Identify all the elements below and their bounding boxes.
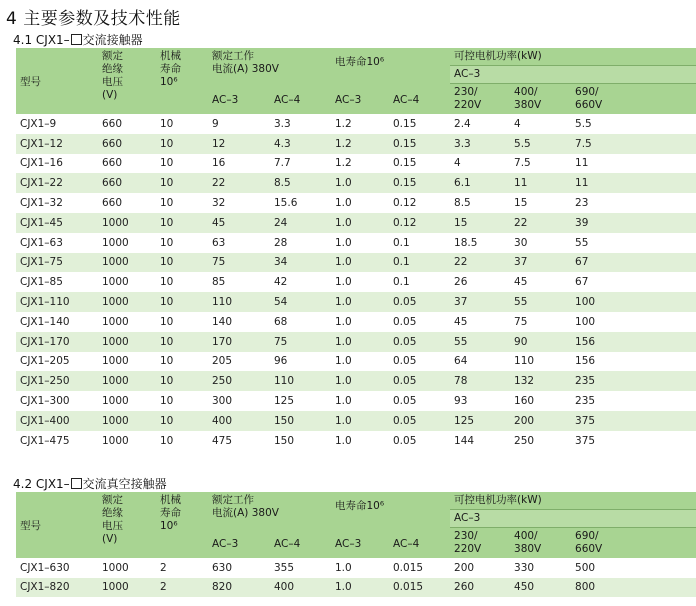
placeholder-box-icon: [71, 34, 82, 45]
value-cell: 78: [450, 371, 510, 391]
value-cell: 10: [156, 352, 208, 372]
vacuum-contactor-table: [16, 492, 696, 597]
value-cell: 200: [450, 558, 510, 578]
header-model: 型号: [16, 48, 98, 114]
model-cell: CJX1–22: [16, 173, 98, 193]
value-cell: 1000: [98, 431, 156, 451]
value-cell: 300: [208, 391, 270, 411]
value-cell: 2: [156, 558, 208, 578]
value-cell: 24: [270, 213, 331, 233]
value-cell: 67: [571, 253, 696, 273]
table-row: [16, 391, 696, 411]
value-cell: 235: [571, 391, 696, 411]
value-cell: 96: [270, 352, 331, 372]
value-cell: 140: [208, 312, 270, 332]
value-cell: 63: [208, 233, 270, 253]
header-power-400v: 400/ 380V: [510, 528, 571, 559]
value-cell: 7.5: [510, 154, 571, 174]
value-cell: 23: [571, 193, 696, 213]
value-cell: 1000: [98, 213, 156, 233]
table-row: [16, 114, 696, 134]
value-cell: 0.05: [389, 352, 450, 372]
model-cell: CJX1–630: [16, 558, 98, 578]
value-cell: 250: [208, 371, 270, 391]
section-title-prefix: 4.1 CJX1–: [13, 33, 70, 47]
table-row: [16, 154, 696, 174]
value-cell: 5.5: [571, 114, 696, 134]
section-title-ac-contactor: [13, 31, 143, 48]
value-cell: 28: [270, 233, 331, 253]
value-cell: 1.0: [331, 213, 389, 233]
table-row: [16, 173, 696, 193]
value-cell: 100: [571, 312, 696, 332]
header-rated-current: 额定工作 电流(A) 380V: [208, 492, 331, 528]
value-cell: 11: [510, 173, 571, 193]
table-row: [16, 213, 696, 233]
value-cell: 0.15: [389, 114, 450, 134]
value-cell: 8.5: [270, 173, 331, 193]
value-cell: 18.5: [450, 233, 510, 253]
value-cell: 400: [208, 411, 270, 431]
value-cell: 45: [450, 312, 510, 332]
value-cell: 500: [571, 558, 696, 578]
value-cell: 125: [270, 391, 331, 411]
value-cell: 630: [208, 558, 270, 578]
value-cell: 260: [450, 578, 510, 598]
value-cell: 10: [156, 431, 208, 451]
ac-contactor-table: [16, 48, 696, 451]
value-cell: 820: [208, 578, 270, 598]
model-cell: CJX1–140: [16, 312, 98, 332]
value-cell: 1.0: [331, 312, 389, 332]
value-cell: 110: [208, 292, 270, 312]
header-model: 型号: [16, 492, 98, 558]
value-cell: 9: [208, 114, 270, 134]
header-power-690v: 690/ 660V: [571, 528, 696, 559]
value-cell: 15: [510, 193, 571, 213]
value-cell: 1.2: [331, 154, 389, 174]
value-cell: 1.0: [331, 173, 389, 193]
value-cell: 0.12: [389, 213, 450, 233]
value-cell: 10: [156, 253, 208, 273]
value-cell: 5.5: [510, 134, 571, 154]
value-cell: 1000: [98, 233, 156, 253]
model-cell: CJX1–170: [16, 332, 98, 352]
value-cell: 2: [156, 578, 208, 598]
value-cell: 7.7: [270, 154, 331, 174]
table-row: [16, 233, 696, 253]
value-cell: 660: [98, 193, 156, 213]
value-cell: 10: [156, 114, 208, 134]
header-motor-power: 可控电机功率(kW): [450, 492, 696, 510]
table-row: [16, 272, 696, 292]
value-cell: 45: [208, 213, 270, 233]
value-cell: 32: [208, 193, 270, 213]
value-cell: 55: [510, 292, 571, 312]
value-cell: 0.05: [389, 431, 450, 451]
value-cell: 100: [571, 292, 696, 312]
value-cell: 1.2: [331, 114, 389, 134]
value-cell: 0.05: [389, 391, 450, 411]
value-cell: 150: [270, 411, 331, 431]
table-row: [16, 431, 696, 451]
value-cell: 1000: [98, 558, 156, 578]
header-motor-power: 可控电机功率(kW): [450, 48, 696, 66]
section-title-suffix: 交流接触器: [82, 33, 143, 47]
value-cell: 1000: [98, 391, 156, 411]
value-cell: 1.0: [331, 411, 389, 431]
value-cell: 1.0: [331, 391, 389, 411]
value-cell: 400: [270, 578, 331, 598]
model-cell: CJX1–9: [16, 114, 98, 134]
value-cell: 0.15: [389, 134, 450, 154]
value-cell: 8.5: [450, 193, 510, 213]
header-power-400v: 400/ 380V: [510, 84, 571, 115]
value-cell: 1000: [98, 312, 156, 332]
placeholder-box-icon: [71, 478, 82, 489]
value-cell: 4: [450, 154, 510, 174]
header-ac3-group: AC–3: [450, 66, 696, 84]
table-row: [16, 578, 696, 598]
value-cell: 10: [156, 391, 208, 411]
value-cell: 39: [571, 213, 696, 233]
value-cell: 15: [450, 213, 510, 233]
header-life-ac4: AC–4: [389, 84, 450, 115]
value-cell: 10: [156, 154, 208, 174]
value-cell: 205: [208, 352, 270, 372]
value-cell: 800: [571, 578, 696, 598]
value-cell: 1.0: [331, 578, 389, 598]
value-cell: 93: [450, 391, 510, 411]
value-cell: 4.3: [270, 134, 331, 154]
page-title: 4 主要参数及技术性能: [6, 9, 181, 29]
value-cell: 150: [270, 431, 331, 451]
value-cell: 1.0: [331, 431, 389, 451]
value-cell: 144: [450, 431, 510, 451]
value-cell: 10: [156, 292, 208, 312]
value-cell: 132: [510, 371, 571, 391]
value-cell: 0.015: [389, 558, 450, 578]
value-cell: 30: [510, 233, 571, 253]
value-cell: 37: [450, 292, 510, 312]
value-cell: 1000: [98, 253, 156, 273]
model-cell: CJX1–16: [16, 154, 98, 174]
value-cell: 16: [208, 154, 270, 174]
value-cell: 64: [450, 352, 510, 372]
value-cell: 26: [450, 272, 510, 292]
value-cell: 355: [270, 558, 331, 578]
header-current-ac3: AC–3: [208, 84, 270, 115]
value-cell: 10: [156, 173, 208, 193]
value-cell: 10: [156, 272, 208, 292]
value-cell: 4: [510, 114, 571, 134]
value-cell: 68: [270, 312, 331, 332]
model-cell: CJX1–300: [16, 391, 98, 411]
value-cell: 1000: [98, 292, 156, 312]
value-cell: 42: [270, 272, 331, 292]
value-cell: 10: [156, 213, 208, 233]
value-cell: 10: [156, 312, 208, 332]
value-cell: 110: [270, 371, 331, 391]
value-cell: 3.3: [270, 114, 331, 134]
value-cell: 475: [208, 431, 270, 451]
value-cell: 0.05: [389, 292, 450, 312]
section-title-prefix: 4.2 CJX1–: [13, 477, 70, 491]
header-life-ac4: AC–4: [389, 528, 450, 559]
table-row: [16, 558, 696, 578]
value-cell: 1.0: [331, 371, 389, 391]
model-cell: CJX1–45: [16, 213, 98, 233]
value-cell: 11: [571, 173, 696, 193]
value-cell: 55: [450, 332, 510, 352]
model-cell: CJX1–85: [16, 272, 98, 292]
value-cell: 10: [156, 233, 208, 253]
value-cell: 0.05: [389, 411, 450, 431]
value-cell: 10: [156, 193, 208, 213]
value-cell: 0.1: [389, 272, 450, 292]
value-cell: 660: [98, 154, 156, 174]
value-cell: 0.1: [389, 253, 450, 273]
value-cell: 12: [208, 134, 270, 154]
value-cell: 10: [156, 332, 208, 352]
value-cell: 10: [156, 134, 208, 154]
header-insulation-voltage: 额定 绝缘 电压 (V): [98, 48, 156, 114]
value-cell: 75: [208, 253, 270, 273]
header-electrical-life: 电寿命10⁶: [331, 48, 450, 84]
header-ac3-group: AC–3: [450, 510, 696, 528]
table-row: [16, 371, 696, 391]
value-cell: 1.0: [331, 352, 389, 372]
value-cell: 55: [571, 233, 696, 253]
value-cell: 6.1: [450, 173, 510, 193]
header-electrical-life: 电寿命10⁶: [331, 492, 450, 528]
header-mechanical-life: 机械 寿命 10⁶: [156, 48, 208, 114]
model-cell: CJX1–63: [16, 233, 98, 253]
table-row: [16, 411, 696, 431]
value-cell: 1.0: [331, 193, 389, 213]
table-row: [16, 332, 696, 352]
header-current-ac3: AC–3: [208, 528, 270, 559]
header-life-ac3: AC–3: [331, 84, 389, 115]
value-cell: 1.0: [331, 332, 389, 352]
value-cell: 660: [98, 173, 156, 193]
value-cell: 54: [270, 292, 331, 312]
value-cell: 1000: [98, 272, 156, 292]
value-cell: 0.015: [389, 578, 450, 598]
value-cell: 1.0: [331, 292, 389, 312]
value-cell: 0.15: [389, 173, 450, 193]
value-cell: 10: [156, 411, 208, 431]
value-cell: 0.15: [389, 154, 450, 174]
value-cell: 10: [156, 371, 208, 391]
value-cell: 125: [450, 411, 510, 431]
model-cell: CJX1–250: [16, 371, 98, 391]
value-cell: 3.3: [450, 134, 510, 154]
value-cell: 7.5: [571, 134, 696, 154]
value-cell: 170: [208, 332, 270, 352]
value-cell: 1000: [98, 578, 156, 598]
value-cell: 375: [571, 431, 696, 451]
value-cell: 1000: [98, 371, 156, 391]
value-cell: 330: [510, 558, 571, 578]
value-cell: 235: [571, 371, 696, 391]
value-cell: 1.0: [331, 233, 389, 253]
table-row: [16, 312, 696, 332]
model-cell: CJX1–32: [16, 193, 98, 213]
value-cell: 22: [510, 213, 571, 233]
header-life-ac3: AC–3: [331, 528, 389, 559]
value-cell: 1.0: [331, 253, 389, 273]
value-cell: 45: [510, 272, 571, 292]
ac-contactor-table-body: [16, 114, 696, 451]
section-title-suffix: 交流真空接触器: [82, 477, 167, 491]
value-cell: 156: [571, 332, 696, 352]
value-cell: 2.4: [450, 114, 510, 134]
header-power-230v: 230/ 220V: [450, 528, 510, 559]
model-cell: CJX1–75: [16, 253, 98, 273]
value-cell: 11: [571, 154, 696, 174]
table-row: [16, 193, 696, 213]
model-cell: CJX1–475: [16, 431, 98, 451]
value-cell: 660: [98, 114, 156, 134]
header-power-230v: 230/ 220V: [450, 84, 510, 115]
header-current-ac4: AC–4: [270, 84, 331, 115]
value-cell: 200: [510, 411, 571, 431]
value-cell: 37: [510, 253, 571, 273]
value-cell: 0.05: [389, 371, 450, 391]
header-insulation-voltage: 额定 绝缘 电压 (V): [98, 492, 156, 558]
value-cell: 34: [270, 253, 331, 273]
value-cell: 85: [208, 272, 270, 292]
value-cell: 1.2: [331, 134, 389, 154]
table-row: [16, 292, 696, 312]
table-row: [16, 253, 696, 273]
value-cell: 156: [571, 352, 696, 372]
model-cell: CJX1–205: [16, 352, 98, 372]
value-cell: 0.05: [389, 312, 450, 332]
table-row: [16, 352, 696, 372]
model-cell: CJX1–820: [16, 578, 98, 598]
value-cell: 1.0: [331, 272, 389, 292]
value-cell: 1000: [98, 411, 156, 431]
section-title-vacuum-contactor: [13, 475, 167, 492]
vacuum-contactor-table-body: [16, 558, 696, 597]
value-cell: 67: [571, 272, 696, 292]
value-cell: 1000: [98, 332, 156, 352]
value-cell: 90: [510, 332, 571, 352]
value-cell: 1000: [98, 352, 156, 372]
model-cell: CJX1–110: [16, 292, 98, 312]
value-cell: 1.0: [331, 558, 389, 578]
value-cell: 22: [450, 253, 510, 273]
value-cell: 75: [510, 312, 571, 332]
table-row: [16, 134, 696, 154]
value-cell: 660: [98, 134, 156, 154]
value-cell: 22: [208, 173, 270, 193]
header-current-ac4: AC–4: [270, 528, 331, 559]
value-cell: 0.12: [389, 193, 450, 213]
value-cell: 75: [270, 332, 331, 352]
value-cell: 0.1: [389, 233, 450, 253]
value-cell: 15.6: [270, 193, 331, 213]
value-cell: 160: [510, 391, 571, 411]
model-cell: CJX1–400: [16, 411, 98, 431]
value-cell: 250: [510, 431, 571, 451]
value-cell: 0.05: [389, 332, 450, 352]
header-mechanical-life: 机械 寿命 10⁶: [156, 492, 208, 558]
header-power-690v: 690/ 660V: [571, 84, 696, 115]
value-cell: 450: [510, 578, 571, 598]
value-cell: 110: [510, 352, 571, 372]
header-rated-current: 额定工作 电流(A) 380V: [208, 48, 331, 84]
value-cell: 375: [571, 411, 696, 431]
model-cell: CJX1–12: [16, 134, 98, 154]
